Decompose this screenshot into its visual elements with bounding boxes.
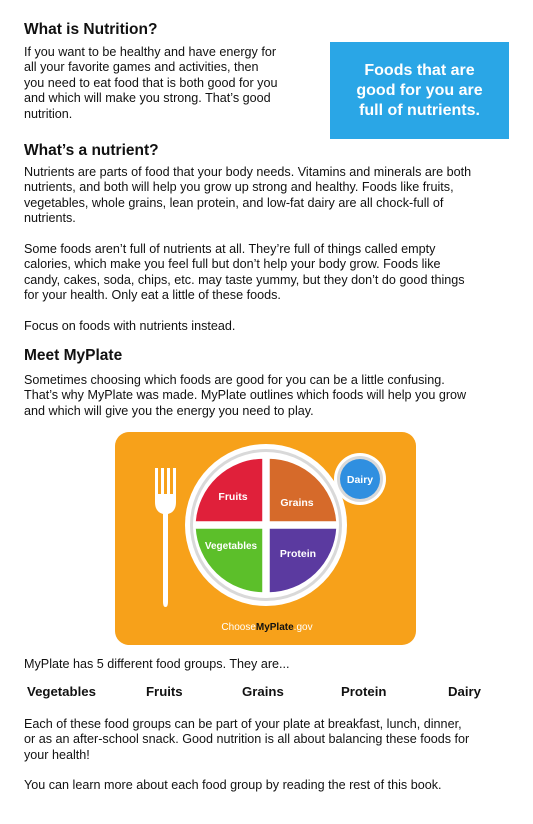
callout-text: Foods that are good for you are full of nutrients. bbox=[356, 61, 483, 119]
closing-paragraph-2: You can learn more about each food group by reading the rest of this book. bbox=[24, 778, 442, 792]
nutrient-paragraph-2: Some foods aren’t full of nutrients at all. They’re full of things called empty calories, which make you feel full but don’t help your body grow. Foods like candy, cakes, soda, chips, etc. may taste yummy, but they don’t do good things for your health. Only eat a little of these foods. bbox=[24, 242, 465, 303]
heading-meet-myplate: Meet MyPlate bbox=[24, 347, 123, 364]
choosemyplate-logo: ChooseMyPlate.gov bbox=[221, 622, 313, 633]
myplate-graphic bbox=[115, 432, 416, 645]
plate-inner-icon bbox=[193, 452, 339, 598]
group-vegetables: Vegetables bbox=[27, 684, 96, 699]
group-grains: Grains bbox=[242, 684, 284, 699]
nutrients-callout-box bbox=[330, 42, 509, 139]
vegetables-label: Vegetables bbox=[204, 541, 258, 552]
fruits-label: Fruits bbox=[218, 491, 248, 503]
dairy-label: Dairy bbox=[346, 474, 374, 486]
heading-what-is-nutrition: What is Nutrition? bbox=[24, 21, 158, 38]
myplate-image bbox=[115, 432, 416, 645]
heading-whats-a-nutrient: What’s a nutrient? bbox=[24, 142, 159, 159]
group-dairy: Dairy bbox=[448, 684, 481, 699]
closing-paragraph-1: Each of these food groups can be part of your plate at breakfast, lunch, dinner, or as an after-school snack. Good nutrition is all about balancing these foods for your health! bbox=[24, 717, 470, 762]
group-protein: Protein bbox=[341, 684, 387, 699]
groups-intro: MyPlate has 5 different food groups. They are... bbox=[24, 657, 290, 671]
grains-label: Grains bbox=[280, 497, 314, 509]
food-groups-row bbox=[0, 684, 533, 702]
nutrient-paragraph-3: Focus on foods with nutrients instead. bbox=[24, 319, 236, 333]
myplate-paragraph: Sometimes choosing which foods are good for you can be a little confusing. That’s why MyPlate was made. MyPlate outlines which foods will help you grow and which will give you the energy you need to play. bbox=[24, 373, 467, 418]
nutrition-paragraph: If you want to be healthy and have energy for all your favorite games and activities, then you need to eat food that is both good for you and which will make you strong. That’s good nutrition. bbox=[24, 45, 278, 121]
protein-label: Protein bbox=[279, 548, 317, 560]
nutrient-paragraph-1: Nutrients are parts of food that your body needs. Vitamins and minerals are both nutrients, and both will help you grow up strong and healthy. Foods like fruits, vegetables, whole grains, lean protein, and low-fat dairy are all chock-full of nutrients. bbox=[24, 165, 472, 226]
group-fruits: Fruits bbox=[146, 684, 183, 699]
